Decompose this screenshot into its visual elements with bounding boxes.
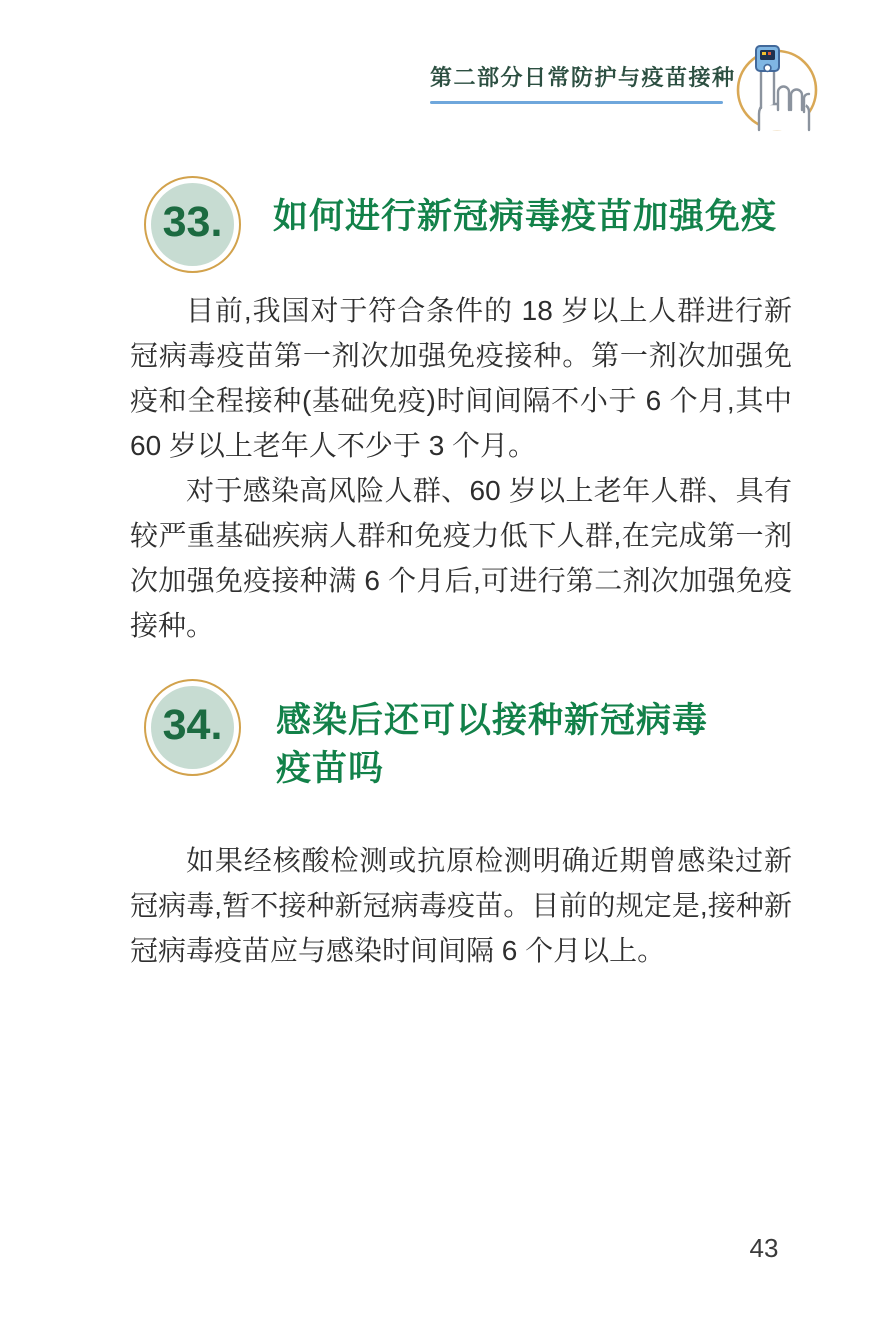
header-part-label: 第二部分 xyxy=(430,65,525,90)
paragraph: 如果经核酸检测或抗原检测明确近期曾感染过新冠病毒,暂不接种新冠病毒疫苗。目前的规定是,接种新冠病毒疫苗应与感染时间间隔 6 个月以上。 xyxy=(130,845,792,966)
question-number: 33. xyxy=(162,198,223,246)
answer-text-34 xyxy=(130,838,792,973)
finger-pulse-oximeter-icon xyxy=(729,38,825,134)
header-part-title: 日常防护与疫苗接种 xyxy=(524,65,736,90)
page-number: 43 xyxy=(749,1233,779,1263)
question-number-badge-33 xyxy=(144,176,241,273)
question-number-badge-34 xyxy=(144,679,241,776)
paragraph: 目前,我国对于符合条件的 18 岁以上人群进行新冠病毒疫苗第一剂次加强免疫接种。第一剂次加强免疫和全程接种(基础免疫)时间间隔不小于 6 个月,其中 60 岁以上老年人不少于 3 个月。 xyxy=(130,295,792,461)
paragraph: 对于感染高风险人群、60 岁以上老年人群、具有较严重基础疾病人群和免疫力低下人群,在完成第一剂次加强免疫接种满 6 个月后,可进行第二剂次加强免疫接种。 xyxy=(130,475,792,641)
question-number: 34. xyxy=(162,701,223,749)
header-underline xyxy=(430,101,723,104)
running-header xyxy=(430,61,736,92)
answer-text-33 xyxy=(130,288,792,648)
question-title-34: 感染后还可以接种新冠病毒疫苗吗 xyxy=(276,701,709,788)
question-title-33: 如何进行新冠病毒疫苗加强免疫 xyxy=(273,197,778,236)
